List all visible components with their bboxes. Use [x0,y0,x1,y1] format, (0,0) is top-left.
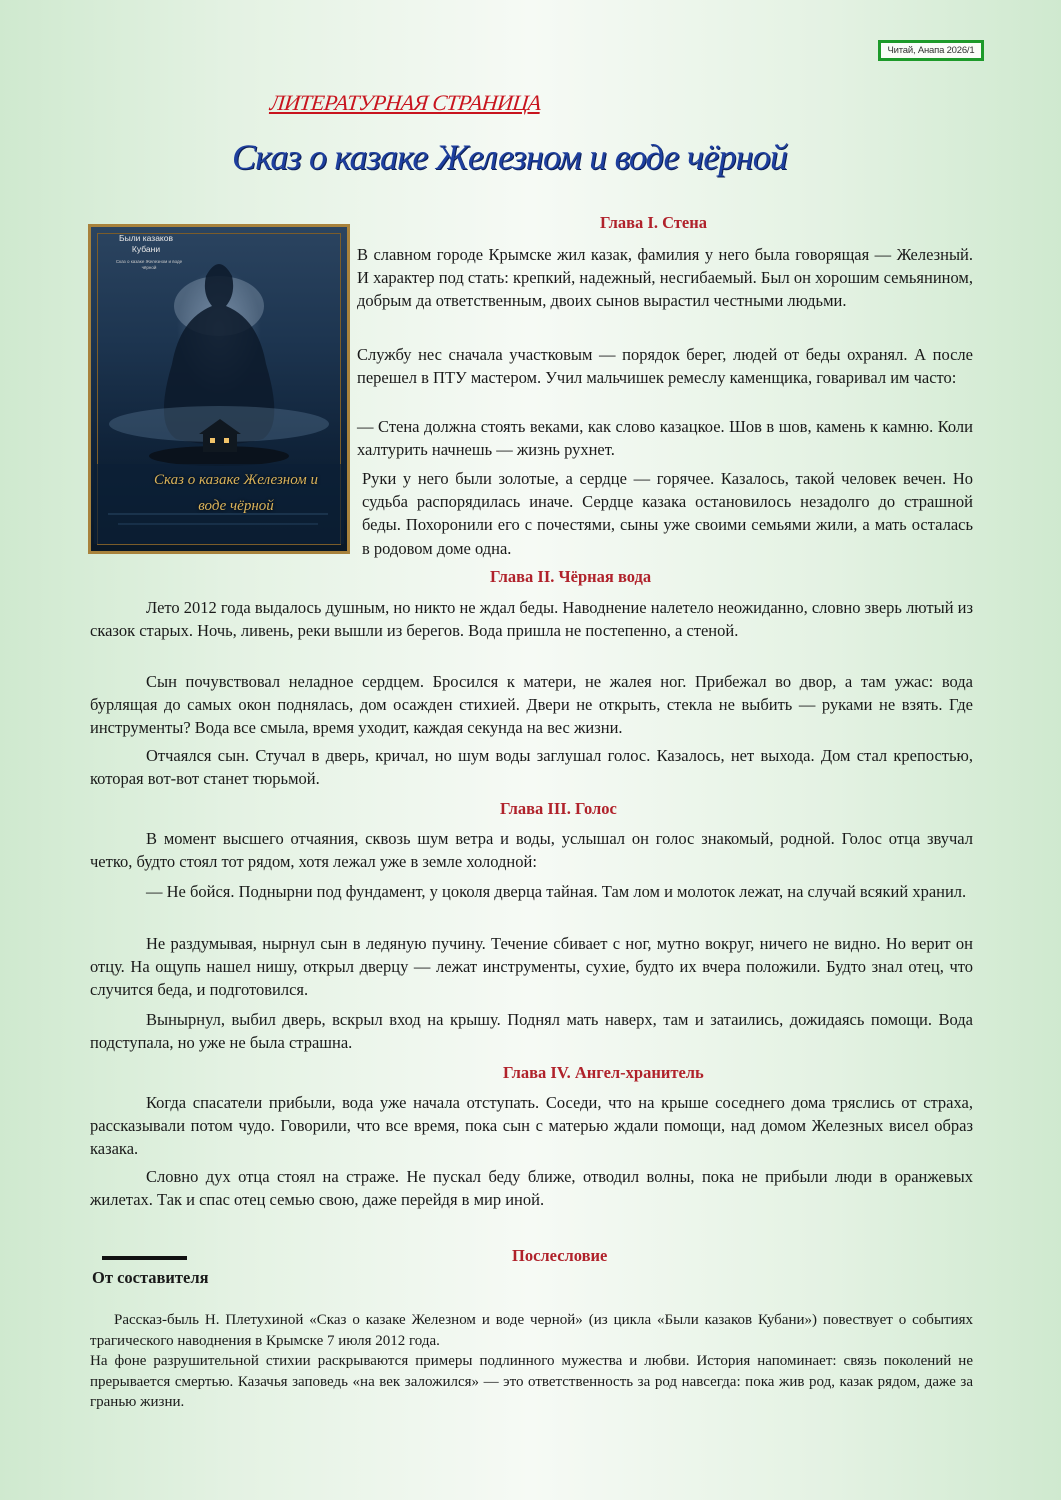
chapter-2-heading: Глава II. Чёрная вода [490,567,652,586]
chapter-3-heading: Глава III. Голос [500,799,617,818]
divider-rule [102,1256,187,1260]
afterword-paragraph: На фоне разрушительной стихии раскрываются примеры подлинного мужества и любви. История напоминает: связь поколений не прерывается смертью. Казачья заповедь «на век заложился» — это ответственность за род навсегда: пока жив род, казак рядом, даже за гранью жизни. [90,1353,973,1410]
chapter-3-paragraph: — Не бойся. Поднырни под фундамент, у цоколя дверца тайная. Там лом и молоток лежат, на случай всякий хранил. [146,882,967,901]
afterword-heading: Послесловие [512,1246,608,1265]
compiler-label: От составителя [92,1268,209,1287]
chapter-1-paragraph: Службу нес сначала участковым — порядок берег, людей от беды охранял. А после перешел в ПТУ мастером. Учил мальчишек ремеслу каменщика, говаривал им часто: [357,345,973,388]
cover-series: Были казаков Кубани [119,233,173,254]
chapter-2-paragraph: Отчаялся сын. Стучал в дверь, кричал, но шум воды заглушал голос. Казалось, нет выхода. Дом стал крепостью, которая вот-вот станет тюрьмой. [90,746,973,789]
chapter-1-paragraph: — Стена должна стоять веками, как слово казацкое. Шов в шов, камень к камню. Коли халтурить начнешь — жизнь рухнет. [357,417,973,460]
chapter-3-paragraph: Не раздумывая, нырнул сын в ледяную пучину. Течение сбивает с ног, мутно вокруг, ничего не видно. Но верит он отцу. На ощупь нашел нишу, открыл дверцу — лежат инструменты, сухие, будто их вчера положили. Будто знал отец, что случится беда, и подготовился. [90,934,973,1000]
cover-subtitle: Сказ о казаке Железном и воде чёрной [115,259,183,270]
chapter-3-paragraph: В момент высшего отчаяния, сквозь шум ветра и воды, услышал он голос знакомый, родной. Голос отца звучал четко, будто стоял тот рядом, хотя лежал уже в земле холодной: [90,829,973,872]
chapter-1-heading: Глава I. Стена [600,213,707,232]
chapter-4-paragraph: Словно дух отца стоял на страже. Не пускал беду ближе, отводил волны, пока не прибыли люди в оранжевых жилетах. Так и спас отец семью свою, даже перейдя в мир иной. [90,1167,973,1210]
page-title: Сказ о казаке Железном и воде чёрной [232,137,788,177]
book-cover-image [88,224,350,554]
chapter-1-paragraph: В славном городе Крымске жил казак, фамилия у него была говорящая — Железный. И характер под стать: крепкий, надежный, несгибаемый. Был он хорошим семьянином, добрым да ответственным, двоих сынов вырастил честными людьми. [357,245,973,311]
issue-badge: Читай, Анапа 2026/1 [878,40,984,61]
chapter-2-paragraph: Сын почувствовал неладное сердцем. Бросился к матери, не жалея ног. Прибежал во двор, а там ужас: вода бурлящая до самых окон поднялась, дом осажден стихией. Двери не открыть, стекла не выбить — руками не взять. Где инструменты? Вода все смыла, время уходит, каждая секунда на вес жизни. [90,672,973,738]
cover-title: Сказ о казаке Железном и воде чёрной [154,472,318,514]
chapter-3-paragraph: Вынырнул, выбил дверь, вскрыл вход на крышу. Поднял мать наверх, там и затаились, дожидаясь помощи. Вода подступала, но уже не была страшна. [90,1010,973,1053]
chapter-1-paragraph: Руки у него были золотые, а сердце — горячее. Казалось, такой человек вечен. Но судьба распорядилась иначе. Сердце казака остановилось незадолго до страшной беды. Похоронили его с почестями, сыны уже своими семьями жили, а мать осталась в родовом доме одна. [362,469,973,558]
chapter-4-heading: Глава IV. Ангел-хранитель [503,1063,704,1082]
chapter-2-paragraph: Лето 2012 года выдалось душным, но никто не ждал беды. Наводнение налетело неожиданно, словно зверь лютый из сказок старых. Ночь, ливень, реки вышли из берегов. Вода пришла не постепенно, а стеной. [90,598,974,641]
afterword-paragraph: Рассказ-быль Н. Плетухиной «Сказ о казаке Железном и воде черной» (из цикла «Были казаков Кубани») повествует о событиях трагического наводнения в Крымске 7 июля 2012 года. [90,1312,973,1349]
chapter-4-paragraph: Когда спасатели прибыли, вода уже начала отступать. Соседи, что на крыше соседнего дома тряслись от страха, рассказывали потом чудо. Говорили, что все время, пока сын с матерью ждали помощи, над домом Железных висел образ казака. [90,1093,973,1159]
section-kicker: ЛИТЕРАТУРНАЯ СТРАНИЦА [268,90,543,115]
